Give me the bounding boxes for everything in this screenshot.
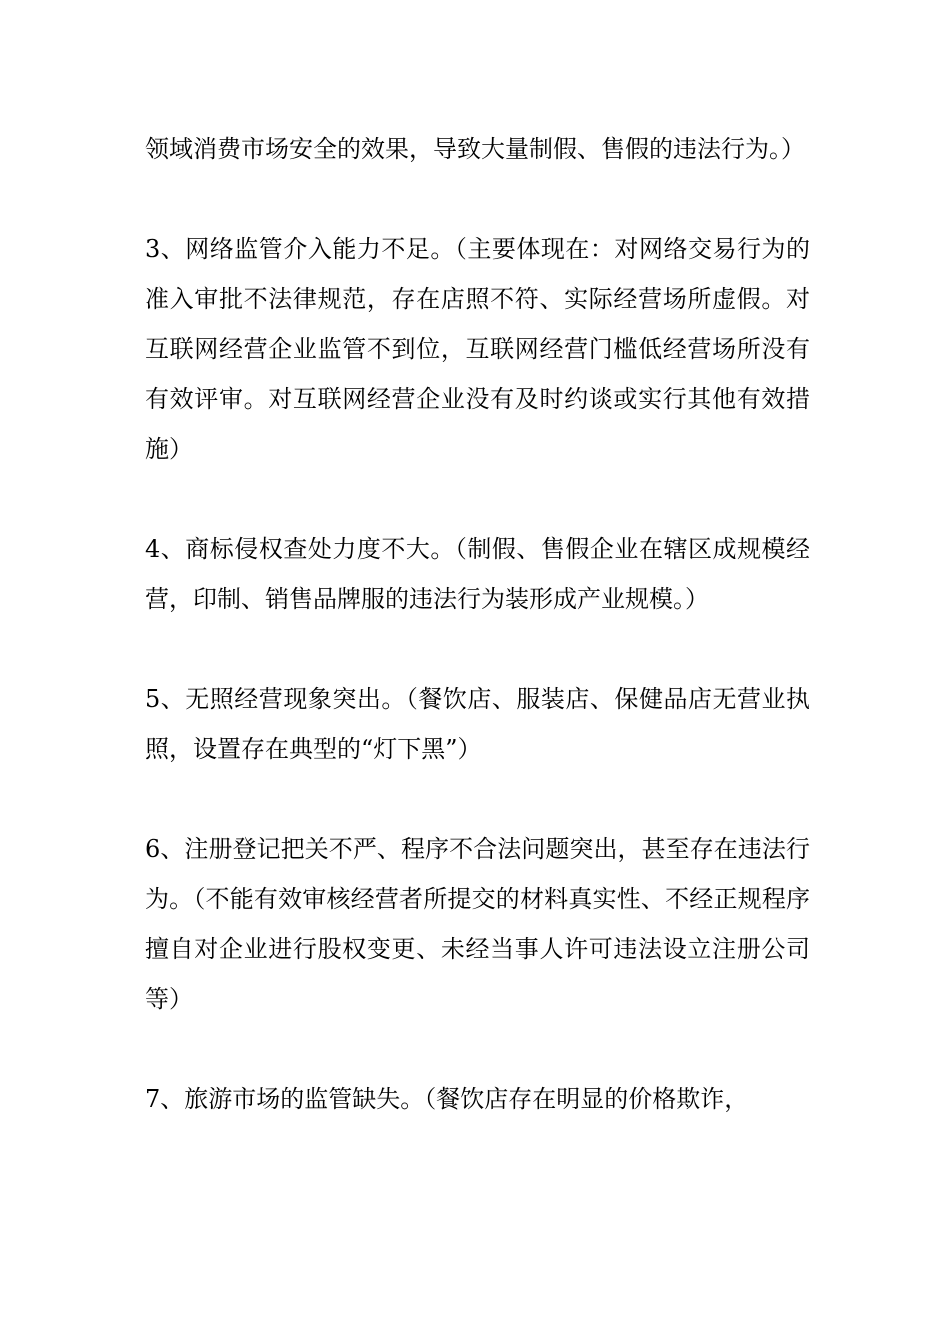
paragraph-gap xyxy=(145,1024,810,1074)
paragraph-gap xyxy=(145,624,810,674)
paragraph-item-5: 5、无照经营现象突出。（餐饮店、服装店、保健品店无营业执照，设置存在典型的“灯下黑”） xyxy=(145,685,810,763)
paragraph-item-3: 3、网络监管介入能力不足。（主要体现在：对网络交易行为的准入审批不法律规范，存在店照不符、实际经营场所虚假。对互联网经营企业监管不到位，互联网经营门槛低经营场所没有有效评审。对互联网经营企业没有及时约谈或实行其他有效措施） xyxy=(145,235,810,463)
paragraph-gap xyxy=(145,474,810,524)
paragraph-item-7: 7、旅游市场的监管缺失。（餐饮店存在明显的价格欺诈， xyxy=(145,1085,749,1113)
document-body xyxy=(145,124,810,1124)
paragraph-item-6: 6、注册登记把关不严、程序不合法问题突出，甚至存在违法行为。（不能有效审核经营者所提交的材料真实性、不经正规程序擅自对企业进行股权变更、未经当事人许可违法设立注册公司等） xyxy=(145,835,810,1013)
paragraph-item-4: 4、商标侵权查处力度不大。（制假、售假企业在辖区成规模经营，印制、销售品牌服的违法行为装形成产业规模。） xyxy=(145,535,810,613)
paragraph-continuation: 领域消费市场安全的效果，导致大量制假、售假的违法行为。） xyxy=(145,135,805,163)
paragraph-gap xyxy=(145,174,810,224)
paragraph-gap xyxy=(145,774,810,824)
